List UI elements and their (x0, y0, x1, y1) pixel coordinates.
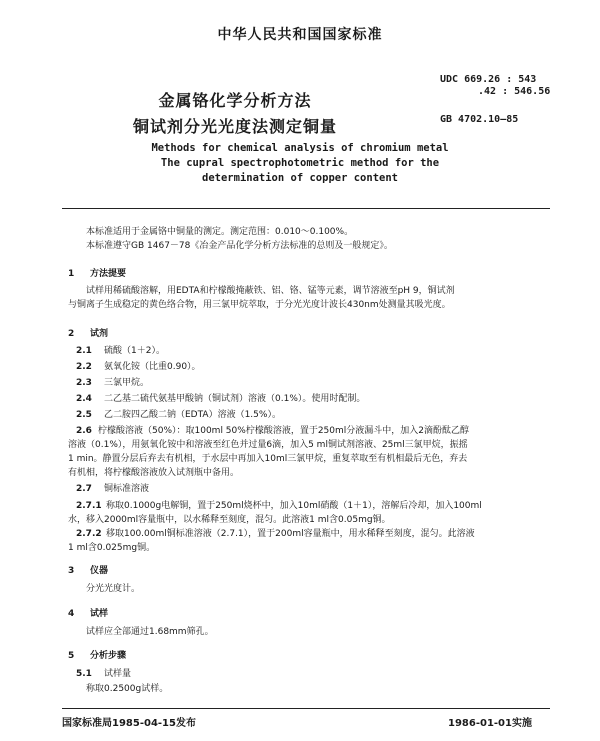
reagent-2-6-line3: 1 min。静置分层后弃去有机相，于水层中再加入10ml三氯甲烷，重复萃取至有机相最后无色，弃去 (68, 454, 468, 464)
section-number: 2 (68, 329, 75, 339)
section-1-heading (68, 266, 126, 279)
step-5-1-text: 称取0.2500g试样。 (86, 684, 169, 694)
intro-scope: 本标准适用于金属铬中铜量的测定。测定范围：0.010～0.100%。 (86, 227, 354, 237)
item-number: 2.4 (76, 394, 92, 404)
reagent-2-5 (76, 409, 281, 421)
item-text: 三氯甲烷。 (104, 378, 150, 388)
document-title-line1: 金属铬化学分析方法 (158, 91, 312, 110)
document-title-line2: 铜试剂分光光度法测定铜量 (132, 117, 337, 136)
item-text: 铜标准溶液 (104, 484, 150, 494)
reagent-2-7 (76, 483, 149, 495)
section-title: 试样 (90, 609, 109, 619)
reagent-2-6-line4: 有机相，将柠檬酸溶液放入试剂瓶中备用。 (68, 468, 240, 478)
item-number: 2.3 (76, 378, 92, 388)
reagent-2-7-2-line1 (76, 528, 475, 540)
section-number: 1 (68, 269, 75, 279)
section-3-heading (68, 563, 108, 576)
gb-code: GB 4702.10—85 (440, 114, 519, 125)
reagent-2-2 (76, 361, 201, 373)
section-title: 试剂 (90, 329, 109, 339)
reagent-2-6-line2: 溶液（0.1%），用氨氧化铵中和溶液至红色并过量6滴，加入5 ml铜试剂溶液、25ml三氯甲烷，振摇 (68, 440, 468, 450)
reagent-2-6-line1 (76, 425, 469, 437)
item-number: 5.1 (76, 669, 92, 679)
section-1-text-line1: 试样用稀硫酸溶解，用EDTA和柠檬酸掩蔽铁、铝、铬、锰等元素，调节溶液至pH 9，铜试剂 (86, 286, 455, 296)
item-text: 试样量 (104, 669, 132, 679)
section-title: 方法提要 (90, 269, 127, 279)
reagent-2-3 (76, 377, 149, 389)
standard-name: 中华人民共和国国家标准 (217, 27, 383, 43)
english-title-line2: The cupral spectrophotometric method for the (160, 157, 440, 169)
section-number: 3 (68, 566, 75, 576)
section-number: 4 (68, 609, 75, 619)
section-title: 仪器 (90, 566, 109, 576)
udc-code-line2: .42 : 546.56 (478, 86, 551, 97)
item-text: 柠檬酸溶液（50%）：取100ml 50%柠檬酸溶液，置于250ml分液漏斗中，加入2滴酚酞乙醇 (98, 426, 469, 436)
header-divider (62, 208, 550, 209)
footer-divider (62, 708, 550, 709)
item-text: 乙二胺四乙酸二钠（EDTA）溶液（1.5%）。 (104, 410, 281, 420)
item-text: 称取0.1000g电解铜，置于250ml烧杯中，加入10ml硝酸（1＋1），溶解后冷却，加入100ml (106, 501, 482, 511)
section-4-heading (68, 606, 108, 619)
reagent-2-7-1-line2: 水，移入2000ml容量瓶中，以水稀释至刻度，混匀。此溶液1 ml含0.05mg铜。 (68, 515, 391, 525)
effective-date: 1986-01-01实施 (448, 718, 532, 729)
english-title-line1: Methods for chemical analysis of chromium metal (151, 142, 449, 154)
item-text: 硫酸（1＋2）。 (104, 346, 165, 356)
reagent-2-4 (76, 393, 365, 405)
section-4-text: 试样应全部通过1.68mm筛孔。 (86, 627, 214, 637)
item-text: 氨氧化铵（比重0.90）。 (104, 362, 201, 372)
item-number: 2.5 (76, 410, 92, 420)
udc-code-line1: UDC 669.26 : 543 (440, 74, 537, 85)
issue-date: 国家标准局1985-04-15发布 (62, 718, 196, 729)
english-title-line3: determination of copper content (202, 172, 398, 184)
section-5-heading (68, 648, 126, 661)
section-1-text-line2: 与铜离子生成稳定的黄色络合物，用三氯甲烷萃取，于分光光度计波长430nm处测量其吸光度。 (68, 300, 451, 310)
item-number: 2.1 (76, 346, 92, 356)
reagent-2-1 (76, 345, 165, 357)
item-text: 移取100.00ml铜标准溶液（2.7.1），置于200ml容量瓶中，用水稀释至刻度，混匀。此溶液 (106, 529, 475, 539)
item-number: 2.7.1 (76, 501, 102, 511)
reagent-2-7-1-line1 (76, 500, 482, 512)
item-number: 2.6 (76, 426, 92, 436)
item-number: 2.2 (76, 362, 92, 372)
item-number: 2.7.2 (76, 529, 102, 539)
section-2-heading (68, 326, 108, 339)
section-number: 5 (68, 651, 75, 661)
section-3-text: 分光光度计。 (86, 584, 141, 594)
item-number: 2.7 (76, 484, 92, 494)
reagent-2-7-2-line2: 1 ml含0.025mg铜。 (68, 543, 156, 553)
item-text: 二乙基二硫代氨基甲酸钠（铜试剂）溶液（0.1%）。使用时配制。 (104, 394, 366, 404)
section-title: 分析步骤 (90, 651, 127, 661)
step-5-1 (76, 668, 131, 680)
intro-reference: 本标准遵守GB 1467－78《冶金产品化学分析方法标准的总则及一般规定》。 (86, 241, 393, 251)
